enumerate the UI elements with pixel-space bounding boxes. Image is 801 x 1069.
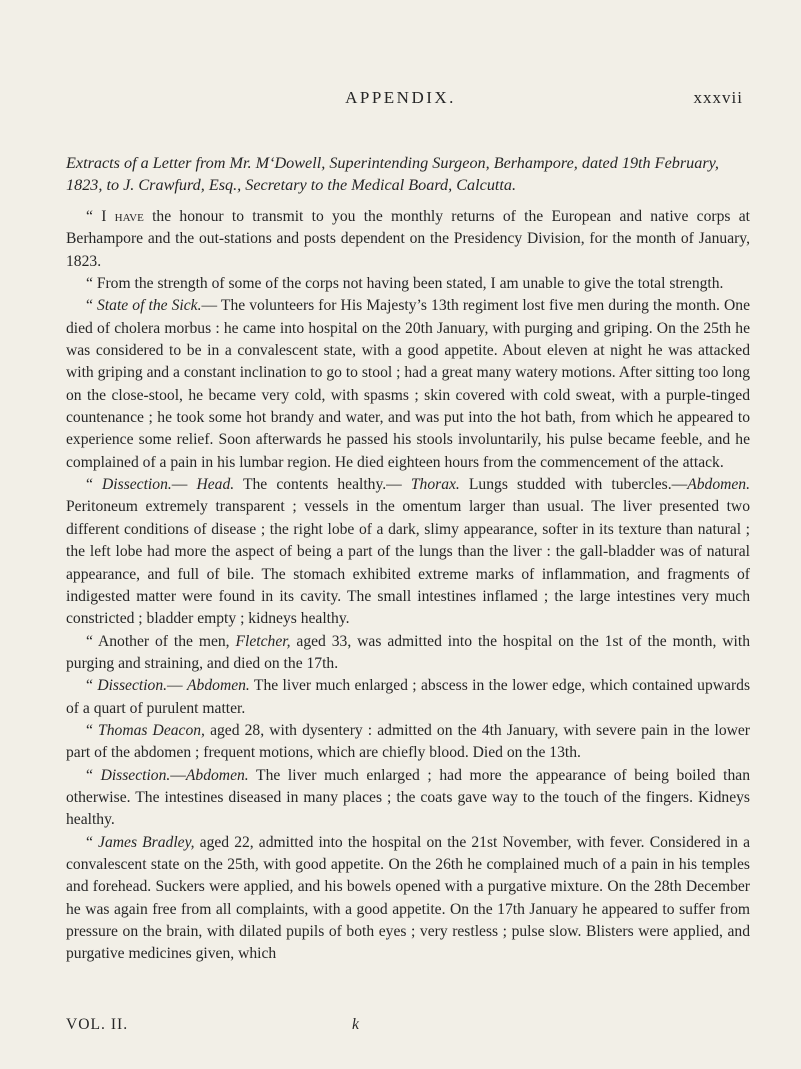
paragraph: “ Another of the men, Fletcher, aged 33, was admitted into the hospital on the 1st of the month, with purging and straining, and died on the 17th.: [66, 632, 751, 672]
volume-mark: VOL. II.: [66, 1016, 129, 1033]
paragraph: “ From the strength of some of the corps not having been stated, I am unable to give the total strength.: [86, 275, 724, 293]
signature-mark: k: [352, 1016, 359, 1033]
paragraph: “ Dissection.— Abdomen. The liver much enlarged ; abscess in the lower edge, which contained upwards of a quart of purulent matter.: [66, 677, 751, 717]
page-header: [0, 88, 801, 112]
paragraph: “ I have the honour to transmit to you the monthly returns of the European and native corps at Berhampore and the out-stations and posts dependent on the Presidency Division, for the month of January, 1823.: [66, 208, 750, 270]
page-number: xxxvii: [693, 88, 743, 107]
running-head: APPENDIX.: [345, 88, 456, 107]
letter-body: [66, 206, 750, 966]
paragraph: “ Dissection.—Abdomen. The liver much enlarged ; had more the appearance of being boiled than otherwise. The intestines diseased in many places ; the coats gave way to the touch of the fingers. Kidneys healthy.: [66, 766, 750, 829]
paragraph: “ Dissection.— Head. The contents healthy.— Thorax. Lungs studded with tubercles.—Abdomen. Peritoneum extremely transparent ; vessels in the omentum larger than usual. The liver presented two different conditions of disease ; the right lobe of a dark, slimy appearance, softer in its texture than natural ; the left lobe had more the aspect of being a part of the lungs than the liver : the gall-bladder was of natural appearance, and full of bile. The stomach exhibited extreme marks of inflammation, and fragments of indigested matter were found in its cavity. The small intestines inflamed ; the large intestines very much constricted ; bladder empty ; kidneys healthy.: [66, 476, 750, 628]
letter-title: Extracts of a Letter from Mr. M‘Dowell, Superintending Surgeon, Berhampore, dated 19th February, 1823, to J. Crawfurd, Esq., Secretary to the Medical Board, Calcutta.: [66, 154, 719, 194]
paragraph: “ State of the Sick.— The volunteers for His Majesty’s 13th regiment lost five men during the month. One died of cholera morbus : he came into hospital on the 20th January, with purging and griping. On the 25th he was considered to be in a convalescent state, with a good appetite. About eleven at night he was attacked with griping and a constant inclination to go to stool ; had a great many watery motions. After sitting too long on the close-stool, he became very cold, with spasms ; skin covered with cold sweat, with a purple-tinged countenance ; he took some hot brandy and water, and was put into the hot bath, from which he appeared to experience some relief. Soon afterwards he passed his stools involuntarily, his pulse became feeble, and he complained of a pain in his lumbar region. He died eighteen hours from the commencement of the attack.: [66, 297, 750, 471]
paragraph: “ James Bradley, aged 22, admitted into the hospital on the 21st November, with fever. Considered in a convalescent state on the 25th, with good appetite. On the 26th he complained much of a pain in his temples and forehead. Suckers were applied, and his bowels opened with a purgative mixture. On the 28th December he was again free from all complaints, with a good appetite. On the 17th January he appeared to suffer from pressure on the brain, with dilated pupils of both eyes ; very restless ; pulse slow. Blisters were applied, and purgative medicines given, which: [66, 833, 750, 963]
paragraph: “ Thomas Deacon, aged 28, with dysentery : admitted on the 4th January, with severe pain in the lower part of the abdomen ; frequent motions, which are chiefly blood. Died on the 13th.: [66, 721, 750, 762]
page-footer: [66, 1016, 750, 1038]
